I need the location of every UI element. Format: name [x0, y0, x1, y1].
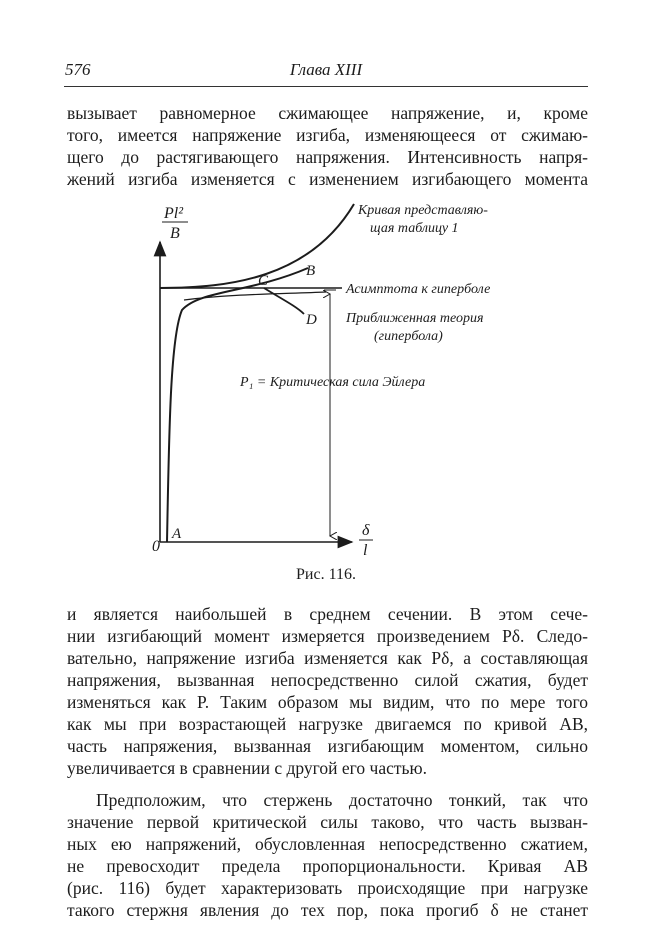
text-line: нии изгибающий момент измеряется произведением Pδ. Следо- [67, 626, 588, 646]
text-line: увеличивается в сравнении с другой его частью. [67, 758, 427, 778]
y-axis-label-num: Pl² [164, 205, 184, 222]
text-line: вательно, напряжение изгиба изменяется как Pδ, а составляющая [67, 648, 588, 668]
text-line: жений изгиба изменяется с изменением изгибающего момента [67, 169, 588, 189]
curve-ab [167, 268, 308, 542]
text-line: (рис. 116) будет характеризовать происходящие при нагрузке [67, 878, 588, 898]
text-line: такого стержня явления до тех пор, пока прогиб δ не станет [67, 900, 588, 920]
curve-cd [264, 288, 304, 314]
table-curve-label-1: Кривая представляю- [358, 203, 488, 218]
euler-force-label: P₁ = Критическая сила Эйлера [240, 375, 426, 390]
running-head: Глава XIII [289, 60, 363, 79]
hyperbola-curve [184, 292, 326, 300]
text-line: часть напряжения, вызванная изгибающим моментом, сильно [67, 736, 588, 756]
figure-caption: Рис. 116. [296, 566, 356, 583]
x-axis-label-den: l [363, 542, 368, 559]
header-rule [64, 86, 588, 87]
text-line: как мы при возрастающей нагрузке двигаемся по кривой AB, [67, 714, 588, 734]
origin-label: 0 [152, 538, 160, 555]
text-line: значение первой критической силы таково, что часть вызван- [67, 812, 588, 832]
y-axis-label-den: B [170, 225, 180, 242]
figure-diagram [140, 198, 540, 560]
text-line: ных ею напряжений, обусловленная непосредственно сжатием, [67, 834, 588, 854]
table-curve [160, 204, 354, 288]
text-line: Предположим, что стержень достаточно тонкий, так что [96, 790, 588, 810]
x-axis-label-num: δ [362, 522, 370, 539]
point-c-label: C [258, 273, 269, 289]
asymptote-label: Асимптота к гиперболе [346, 282, 491, 297]
text-line: вызывает равномерное сжимающее напряжение, и, кроме [67, 103, 588, 123]
page-number: 576 [65, 60, 91, 79]
point-d-label: D [306, 312, 317, 328]
point-a-label: A [172, 526, 182, 542]
approx-theory-label-1: Приближенная теория [346, 311, 484, 326]
text-line: изменяться как P. Таким образом мы видим, что по мере того [67, 692, 588, 712]
approx-theory-label-2: (гипербола) [374, 329, 443, 344]
text-line: и является наибольшей в среднем сечении. В этом сече- [67, 604, 588, 624]
table-curve-label-2: щая таблицу 1 [370, 221, 459, 236]
point-b-label: B [306, 263, 316, 279]
text-line: щего до растягивающего напряжения. Интенсивность напря- [67, 147, 588, 167]
text-line: напряжения, вызванная непосредственно силой сжатия, будет [67, 670, 588, 690]
figure-116 [140, 198, 540, 560]
text-line: не превосходит предела пропорциональности. Кривая AB [67, 856, 588, 876]
text-line: того, имеется напряжение изгиба, изменяющееся от сжимаю- [67, 125, 588, 145]
